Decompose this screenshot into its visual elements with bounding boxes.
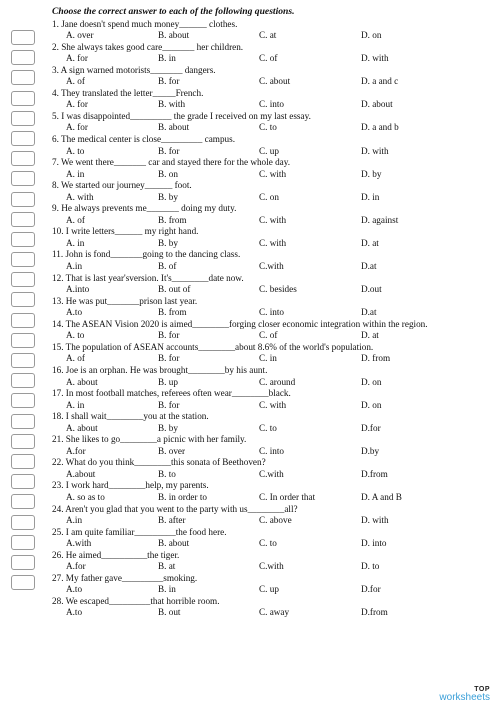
option: C. into — [259, 307, 285, 318]
question-text: 8. We started our journey______ foot. — [52, 180, 192, 191]
option: D.by — [361, 445, 380, 456]
answer-box[interactable] — [11, 313, 35, 328]
options-row — [52, 261, 492, 273]
answer-box[interactable] — [11, 91, 35, 106]
options-row — [52, 538, 492, 550]
question-text: 5. I was disappointed_________ the grade I received on my last essay. — [52, 110, 311, 121]
option: B. at — [158, 561, 176, 572]
answer-box[interactable] — [11, 292, 35, 307]
logo-worksheets: worksheets — [439, 692, 490, 703]
option: D.from — [361, 607, 388, 618]
answer-box[interactable] — [11, 555, 35, 570]
option: C. up — [259, 145, 279, 156]
option: D. A and B — [361, 491, 402, 502]
options-row — [52, 584, 492, 596]
question-item — [52, 134, 492, 157]
option: C. about — [259, 76, 291, 87]
options-row — [52, 284, 492, 296]
question-text: 26. He aimed__________the tiger. — [52, 549, 180, 560]
option: C. away — [259, 607, 290, 618]
options-row — [52, 446, 492, 458]
option: C. with — [259, 237, 287, 248]
option: B. from — [158, 307, 187, 318]
question-item — [52, 111, 492, 134]
question-item — [52, 19, 492, 42]
question-text: 7. We went there_______ car and stayed there for the whole day. — [52, 157, 291, 168]
options-row — [52, 238, 492, 250]
answer-box[interactable] — [11, 70, 35, 85]
answer-box[interactable] — [11, 272, 35, 287]
options-row — [52, 30, 492, 42]
options-row — [52, 423, 492, 435]
question-text: 15. The population of ASEAN accounts________about 8.6% of the world's population. — [52, 341, 374, 352]
options-row — [52, 122, 492, 134]
answer-box[interactable] — [11, 393, 35, 408]
option: D.at — [361, 261, 377, 272]
option: D. with — [361, 515, 389, 526]
option: C. In order that — [259, 491, 316, 502]
question-item — [52, 504, 492, 527]
question-item — [52, 88, 492, 111]
option: D. to — [361, 561, 380, 572]
question-text: 25. I am quite familiar_________the food here. — [52, 526, 227, 537]
answer-box[interactable] — [11, 151, 35, 166]
question-item — [52, 527, 492, 550]
option: C. at — [259, 30, 277, 41]
option: C.with — [259, 468, 284, 479]
option: D. about — [361, 99, 393, 110]
question-item — [52, 226, 492, 249]
question-text: 21. She likes to go________a picnic with her family. — [52, 434, 247, 445]
option: A.to — [66, 607, 83, 618]
answer-box[interactable] — [11, 474, 35, 489]
options-row — [52, 215, 492, 227]
option: B. out — [158, 607, 181, 618]
option: A.in — [66, 515, 83, 526]
options-row — [52, 353, 492, 365]
question-item — [52, 550, 492, 573]
options-row — [52, 561, 492, 573]
option: A. of — [66, 76, 85, 87]
question-item — [52, 42, 492, 65]
option: D. at — [361, 330, 379, 341]
question-text: 4. They translated the letter_____French. — [52, 87, 204, 98]
option: B. on — [158, 168, 178, 179]
question-item — [52, 296, 492, 319]
option: A.into — [66, 284, 90, 295]
answer-box[interactable] — [11, 414, 35, 429]
question-text: 11. John is fond_______going to the dancing class. — [52, 249, 241, 260]
answer-box[interactable] — [11, 333, 35, 348]
option: C.with — [259, 561, 284, 572]
option: D.for — [361, 584, 381, 595]
option: D. on — [361, 30, 382, 41]
option: A. with — [66, 191, 94, 202]
question-text: 23. I work hard________help, my parents. — [52, 480, 209, 491]
question-item — [52, 65, 492, 88]
options-row — [52, 492, 492, 504]
option: C. of — [259, 330, 278, 341]
question-item — [52, 388, 492, 411]
option: D. with — [361, 53, 389, 64]
option: A.in — [66, 261, 83, 272]
option: A.for — [66, 561, 86, 572]
answer-box[interactable] — [11, 515, 35, 530]
option: B. in — [158, 584, 176, 595]
options-row — [52, 330, 492, 342]
option: B. for — [158, 145, 180, 156]
answer-column — [11, 30, 37, 595]
option: A. in — [66, 168, 85, 179]
question-item — [52, 157, 492, 180]
question-text: 24. Aren't you glad that you went to the party with us________all? — [52, 503, 298, 514]
option: B. for — [158, 399, 180, 410]
question-text: 22. What do you think________this sonata of Beethoven? — [52, 457, 266, 468]
option: A. of — [66, 214, 85, 225]
question-text: 13. He was put_______prison last year. — [52, 295, 198, 306]
option: D.from — [361, 468, 388, 479]
answer-box[interactable] — [11, 111, 35, 126]
option: D. into — [361, 538, 387, 549]
answer-box[interactable] — [11, 535, 35, 550]
question-text: 2. She always takes good care_______ her children. — [52, 41, 244, 52]
options-row — [52, 146, 492, 158]
question-text: 28. We escaped_________that horrible room. — [52, 595, 220, 606]
option: B. by — [158, 191, 178, 202]
option: B. about — [158, 538, 190, 549]
logo-top: TOP — [474, 686, 490, 693]
question-item — [52, 203, 492, 226]
question-item — [52, 457, 492, 480]
option: A. in — [66, 399, 85, 410]
option: D. a and b — [361, 122, 399, 133]
worksheet-content — [52, 6, 492, 619]
options-row — [52, 469, 492, 481]
option: B. by — [158, 237, 178, 248]
option: D.at — [361, 307, 377, 318]
answer-box[interactable] — [11, 575, 35, 590]
question-item — [52, 365, 492, 388]
option: C. with — [259, 168, 287, 179]
question-item — [52, 319, 492, 342]
question-text: 14. The ASEAN Vision 2020 is aimed________forging closer economic integration within the region. — [52, 318, 428, 329]
instructions: Choose the correct answer to each of the following questions. — [52, 6, 295, 17]
options-row — [52, 192, 492, 204]
option: A. over — [66, 30, 94, 41]
option: D. from — [361, 353, 391, 364]
options-row — [52, 607, 492, 619]
option: C. up — [259, 584, 279, 595]
answer-box[interactable] — [11, 494, 35, 509]
option: A. about — [66, 376, 98, 387]
option: D.for — [361, 422, 381, 433]
option: D. by — [361, 168, 382, 179]
option: C. on — [259, 191, 279, 202]
option: C. besides — [259, 284, 297, 295]
option: D. against — [361, 214, 399, 225]
option: D. a and c — [361, 76, 399, 87]
options-row — [52, 515, 492, 527]
option: B. for — [158, 330, 180, 341]
answer-box[interactable] — [11, 252, 35, 267]
question-item — [52, 434, 492, 457]
option: C.with — [259, 261, 284, 272]
question-item — [52, 573, 492, 596]
option: A. to — [66, 330, 85, 341]
question-item — [52, 180, 492, 203]
option: A. for — [66, 122, 88, 133]
option: C. in — [259, 353, 277, 364]
option: C. into — [259, 99, 285, 110]
question-text: 16. Joe is an orphan. He was brought________by his aunt. — [52, 364, 268, 375]
option: B. from — [158, 214, 187, 225]
question-item — [52, 411, 492, 434]
answer-box[interactable] — [11, 50, 35, 65]
question-text: 9. He always prevents me_______ doing my duty. — [52, 203, 237, 214]
answer-box[interactable] — [11, 434, 35, 449]
options-row — [52, 53, 492, 65]
option: A. so as to — [66, 491, 105, 502]
option: A. of — [66, 353, 85, 364]
option: D.out — [361, 284, 382, 295]
option: C. of — [259, 53, 278, 64]
option: C. above — [259, 515, 292, 526]
option: A. about — [66, 422, 98, 433]
option: A.with — [66, 538, 92, 549]
answer-box[interactable] — [11, 353, 35, 368]
question-text: 17. In most football matches, referees often wear________black. — [52, 388, 291, 399]
question-item — [52, 273, 492, 296]
option: B. over — [158, 445, 186, 456]
option: C. around — [259, 376, 296, 387]
answer-box[interactable] — [11, 30, 35, 45]
option: C. into — [259, 445, 285, 456]
question-text: 1. Jane doesn't spend much money______ clothes. — [52, 18, 238, 29]
options-row — [52, 76, 492, 88]
options-row — [52, 99, 492, 111]
question-item — [52, 596, 492, 619]
option: B. in order to — [158, 491, 207, 502]
option: B. to — [158, 468, 176, 479]
topworksheets-logo — [439, 686, 490, 703]
option: B. about — [158, 122, 190, 133]
option: C. to — [259, 122, 277, 133]
question-text: 27. My father gave_________smoking. — [52, 572, 198, 583]
option: B. up — [158, 376, 178, 387]
answer-box[interactable] — [11, 131, 35, 146]
option: B. by — [158, 422, 178, 433]
options-row — [52, 400, 492, 412]
question-item — [52, 249, 492, 272]
option: B. after — [158, 515, 186, 526]
option: B. out of — [158, 284, 191, 295]
options-row — [52, 169, 492, 181]
option: B. of — [158, 261, 177, 272]
question-text: 3. A sign warned motorists_______ dangers. — [52, 64, 216, 75]
question-list — [52, 19, 492, 619]
answer-box[interactable] — [11, 192, 35, 207]
option: A.for — [66, 445, 86, 456]
option: C. with — [259, 399, 287, 410]
option: B. for — [158, 76, 180, 87]
option: D. with — [361, 145, 389, 156]
question-text: 6. The medical center is close_________ campus. — [52, 134, 236, 145]
answer-box[interactable] — [11, 454, 35, 469]
option: D. on — [361, 376, 382, 387]
question-item — [52, 342, 492, 365]
answer-box[interactable] — [11, 212, 35, 227]
option: A.to — [66, 307, 83, 318]
option: B. with — [158, 99, 186, 110]
option: B. about — [158, 30, 190, 41]
option: B. in — [158, 53, 176, 64]
options-row — [52, 307, 492, 319]
question-text: 18. I shall wait________you at the station. — [52, 411, 209, 422]
option: A.about — [66, 468, 96, 479]
options-row — [52, 377, 492, 389]
option: C. to — [259, 422, 277, 433]
option: D. at — [361, 237, 379, 248]
answer-box[interactable] — [11, 232, 35, 247]
option: B. for — [158, 353, 180, 364]
option: A. for — [66, 53, 88, 64]
option: A.to — [66, 584, 83, 595]
answer-box[interactable] — [11, 171, 35, 186]
option: A. to — [66, 145, 85, 156]
question-text: 12. That is last year'sversion. It's________date now. — [52, 272, 244, 283]
option: C. to — [259, 538, 277, 549]
option: D. in — [361, 191, 380, 202]
answer-box[interactable] — [11, 373, 35, 388]
option: A. for — [66, 99, 88, 110]
option: D. on — [361, 399, 382, 410]
question-text: 10. I write letters______ my right hand. — [52, 226, 199, 237]
question-item — [52, 480, 492, 503]
option: C. with — [259, 214, 287, 225]
option: A. in — [66, 237, 85, 248]
